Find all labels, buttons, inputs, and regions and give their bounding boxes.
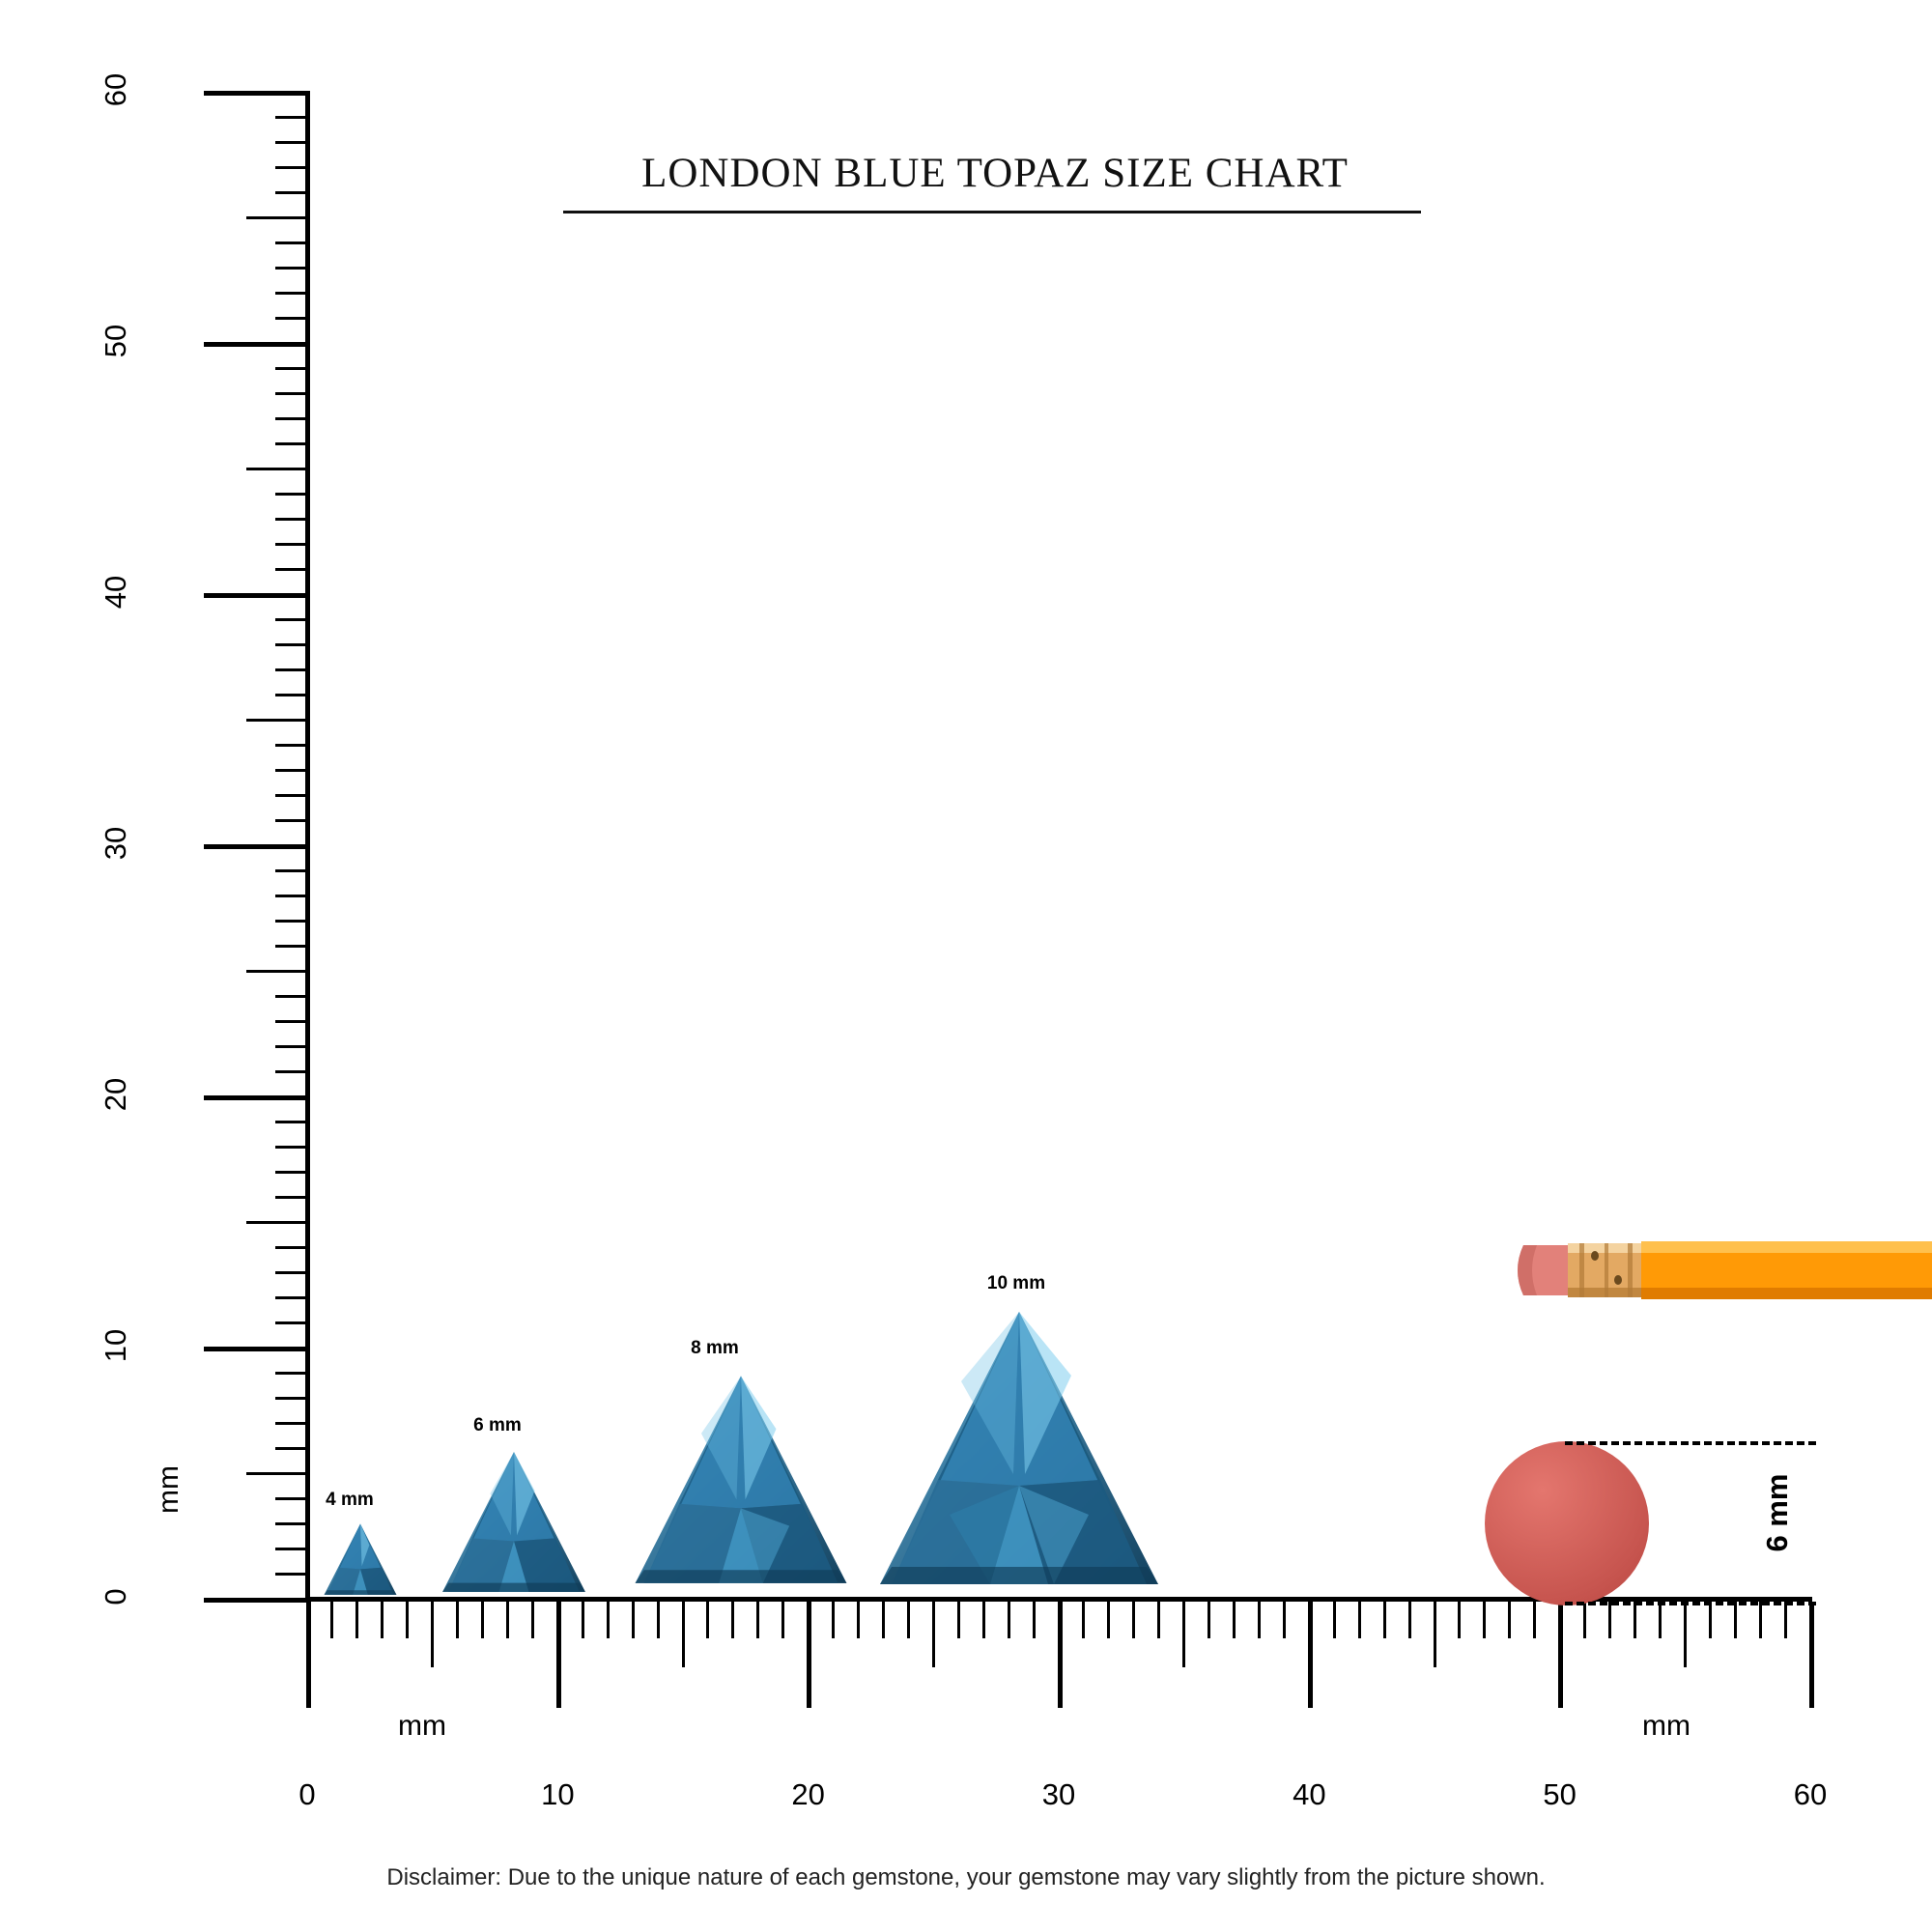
vertical-ruler-tick (275, 1296, 310, 1299)
vertical-ruler-tick (275, 1447, 310, 1450)
horizontal-ruler-tick (1684, 1602, 1687, 1667)
vertical-ruler-tick (275, 819, 310, 822)
horizontal-ruler-number: 30 (1041, 1777, 1076, 1811)
horizontal-ruler-tick (1258, 1602, 1261, 1638)
vertical-ruler-tick (246, 1221, 310, 1224)
vertical-ruler-tick (204, 1598, 310, 1603)
gem-label-6mm: 6 mm (473, 1415, 522, 1435)
vertical-ruler-tick (275, 769, 310, 772)
vertical-ruler-number: 10 (99, 1328, 132, 1363)
horizontal-ruler-tick (1008, 1602, 1010, 1638)
vertical-ruler-tick (204, 1347, 310, 1351)
horizontal-ruler-tick (932, 1602, 935, 1667)
horizontal-ruler-tick (1608, 1602, 1611, 1638)
horizontal-ruler-tick (857, 1602, 860, 1638)
gem-label-10mm: 10 mm (986, 1273, 1046, 1293)
horizontal-ruler-tick (1358, 1602, 1361, 1638)
horizontal-ruler-tick (556, 1602, 561, 1708)
pencil-icon (1512, 1212, 1932, 1328)
vertical-ruler-tick (275, 1121, 310, 1123)
vertical-ruler-tick (275, 869, 310, 872)
vertical-ruler-tick (275, 1548, 310, 1550)
horizontal-ruler-tick (832, 1602, 835, 1638)
horizontal-ruler-tick (957, 1602, 960, 1638)
horizontal-ruler-number: 0 (298, 1777, 316, 1811)
vertical-ruler-tick (275, 920, 310, 923)
horizontal-ruler-tick (682, 1602, 685, 1667)
horizontal-ruler-tick (756, 1602, 759, 1638)
horizontal-ruler-tick (1157, 1602, 1160, 1638)
eraser-reference (1485, 1441, 1649, 1605)
vertical-ruler-tick (204, 844, 310, 849)
vertical-ruler-tick (204, 593, 310, 598)
disclaimer-text: Disclaimer: Due to the unique nature of each gemstone, your gemstone may vary slightly from the picture shown. (386, 1864, 1546, 1890)
vertical-ruler-number: 40 (99, 575, 132, 610)
vertical-ruler-tick (275, 518, 310, 521)
horizontal-ruler-tick (657, 1602, 660, 1638)
horizontal-ruler-tick (1107, 1602, 1110, 1638)
horizontal-ruler-tick (1558, 1602, 1563, 1708)
vertical-ruler-tick (275, 417, 310, 420)
horizontal-ruler-tick (381, 1602, 384, 1638)
vertical-ruler-tick (275, 643, 310, 646)
horizontal-ruler-tick (632, 1602, 635, 1638)
horizontal-ruler-tick (1709, 1602, 1712, 1638)
vertical-ruler-tick (246, 468, 310, 470)
vertical-ruler-number: 30 (99, 826, 132, 861)
horizontal-ruler-tick (731, 1602, 734, 1638)
horizontal-ruler-tick (1659, 1602, 1662, 1638)
vertical-ruler-tick (246, 719, 310, 722)
vertical-ruler-tick (246, 970, 310, 973)
horizontal-ruler-tick (1734, 1602, 1737, 1638)
horizontal-ruler-tick (330, 1602, 333, 1638)
horizontal-ruler-tick (706, 1602, 709, 1638)
horizontal-ruler-tick (306, 1602, 311, 1708)
vertical-ruler-tick (246, 216, 310, 219)
vertical-ruler-tick (275, 1070, 310, 1073)
horizontal-ruler-tick (1784, 1602, 1787, 1638)
horizontal-ruler-number: 20 (791, 1777, 825, 1811)
vertical-ruler-tick (275, 442, 310, 445)
horizontal-ruler-tick (582, 1602, 584, 1638)
horizontal-ruler-tick (506, 1602, 509, 1638)
horizontal-ruler-tick (531, 1602, 534, 1638)
horizontal-ruler-tick (355, 1602, 358, 1638)
gem-trillion-8mm (631, 1372, 851, 1592)
horizontal-ruler-tick (481, 1602, 484, 1638)
horizontal-ruler-tick (1533, 1602, 1536, 1638)
vertical-ruler-tick (275, 1397, 310, 1400)
horizontal-ruler-number: 60 (1793, 1777, 1828, 1811)
horizontal-ruler-tick (907, 1602, 910, 1638)
vertical-ruler-tick (275, 1573, 310, 1576)
vertical-ruler-tick (275, 367, 310, 370)
vertical-ruler-tick (275, 191, 310, 194)
vertical-ruler-tick (275, 267, 310, 270)
vertical-ruler-tick (275, 1196, 310, 1199)
vertical-ruler-tick (275, 1372, 310, 1375)
vertical-ruler-tick (275, 1146, 310, 1149)
horizontal-ruler-number: 40 (1293, 1777, 1326, 1811)
horizontal-ruler-tick (1809, 1602, 1814, 1708)
vertical-ruler-tick (275, 794, 310, 797)
horizontal-ruler-tick (1583, 1602, 1586, 1638)
horizontal-ruler-tick (1408, 1602, 1411, 1638)
horizontal-ruler-tick (1508, 1602, 1511, 1638)
horizontal-ruler-tick (1082, 1602, 1085, 1638)
vertical-ruler-tick (275, 945, 310, 948)
horizontal-ruler-tick (1033, 1602, 1036, 1638)
gem-label-8mm: 8 mm (691, 1338, 739, 1358)
horizontal-ruler-tick (431, 1602, 434, 1667)
gem-trillion-10mm (874, 1306, 1164, 1596)
horizontal-ruler-tick (1483, 1602, 1486, 1638)
horizontal-ruler-tick (1634, 1602, 1636, 1638)
horizontal-ruler-number: 50 (1543, 1777, 1577, 1811)
horizontal-ruler-tick (607, 1602, 610, 1638)
gem-label-4mm: 4 mm (326, 1490, 374, 1510)
vertical-ruler-tick (275, 1045, 310, 1048)
horizontal-ruler-tick (781, 1602, 784, 1638)
vertical-ruler-tick (275, 493, 310, 496)
horizontal-ruler-number: 10 (541, 1777, 575, 1811)
vertical-ruler-tick (275, 1422, 310, 1425)
vertical-ruler-tick (275, 392, 310, 395)
vertical-ruler-tick (275, 618, 310, 621)
eraser-size-label: 6 mm (1760, 1473, 1794, 1552)
horizontal-ruler-tick (1434, 1602, 1436, 1667)
vertical-ruler-tick (204, 91, 310, 96)
eraser-dimension-bottom-dash (1565, 1602, 1816, 1605)
vertical-ruler-tick (275, 317, 310, 320)
vertical-ruler-tick (275, 1020, 310, 1023)
horizontal-ruler-tick (1333, 1602, 1336, 1638)
vertical-ruler-unit-label: mm (153, 1465, 185, 1514)
vertical-ruler-number: 60 (99, 72, 132, 107)
vertical-ruler-tick (275, 895, 310, 897)
vertical-ruler-tick (275, 166, 310, 169)
vertical-ruler-tick (275, 568, 310, 571)
horizontal-ruler-tick (1308, 1602, 1313, 1708)
vertical-ruler-tick (275, 668, 310, 671)
page-title: LONDON BLUE TOPAZ SIZE CHART (641, 151, 1349, 196)
vertical-ruler-tick (275, 1271, 310, 1274)
vertical-ruler-number: 20 (99, 1077, 132, 1112)
horizontal-ruler-tick (1759, 1602, 1762, 1638)
vertical-ruler-tick (275, 1171, 310, 1174)
gem-trillion-6mm (440, 1449, 588, 1598)
horizontal-ruler-tick (882, 1602, 885, 1638)
horizontal-ruler-tick (1383, 1602, 1386, 1638)
vertical-ruler-tick (275, 242, 310, 244)
horizontal-ruler-unit-label-right: mm (1642, 1710, 1690, 1742)
vertical-ruler-tick (275, 1321, 310, 1324)
vertical-ruler-tick (275, 141, 310, 144)
horizontal-ruler-tick (982, 1602, 985, 1638)
horizontal-ruler-tick (1058, 1602, 1063, 1708)
vertical-ruler-tick (275, 116, 310, 119)
vertical-ruler-number: 50 (99, 324, 132, 358)
vertical-ruler-tick (275, 694, 310, 696)
vertical-ruler-tick (275, 995, 310, 998)
horizontal-ruler-unit-label-left: mm (398, 1710, 446, 1742)
vertical-ruler-tick (275, 744, 310, 747)
title-underline (563, 211, 1421, 213)
vertical-ruler-tick (246, 1472, 310, 1475)
horizontal-ruler-tick (1132, 1602, 1135, 1638)
vertical-ruler-tick (275, 292, 310, 295)
horizontal-ruler-tick (406, 1602, 409, 1638)
vertical-ruler-tick (275, 543, 310, 546)
horizontal-ruler-tick (807, 1602, 811, 1708)
vertical-ruler-number: 0 (99, 1588, 132, 1605)
horizontal-ruler-tick (1208, 1602, 1210, 1638)
gem-trillion-4mm (323, 1522, 398, 1598)
vertical-ruler-tick (275, 1246, 310, 1249)
horizontal-ruler-tick (456, 1602, 459, 1638)
vertical-ruler-tick (204, 1095, 310, 1100)
horizontal-ruler-tick (1182, 1602, 1185, 1667)
horizontal-ruler-tick (1458, 1602, 1461, 1638)
horizontal-ruler-tick (1233, 1602, 1236, 1638)
vertical-ruler-tick (204, 342, 310, 347)
horizontal-ruler-tick (1283, 1602, 1286, 1638)
vertical-ruler-tick (275, 1522, 310, 1525)
